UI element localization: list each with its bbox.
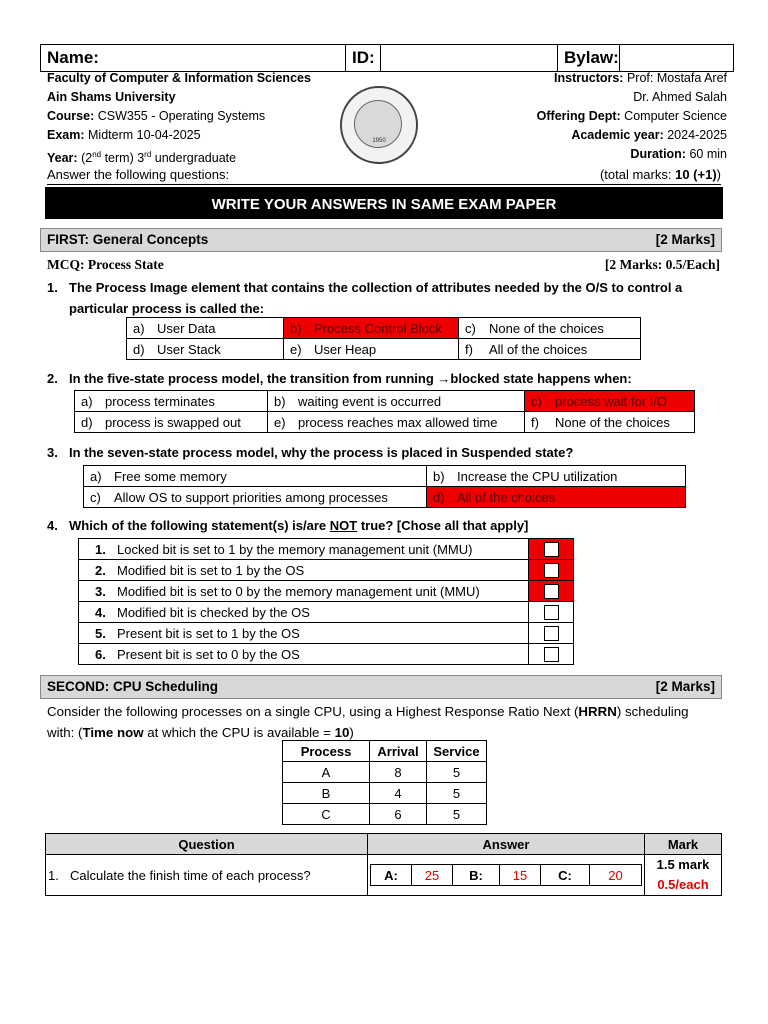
q3-option-c[interactable]: c) Allow OS to support priorities among processes <box>84 487 427 508</box>
q3-option-b[interactable]: b) Increase the CPU utilization <box>427 466 686 487</box>
section-first-header: FIRST: General Concepts [2 Marks] <box>40 228 722 252</box>
q2-option-b[interactable]: b) waiting event is occurred <box>268 391 525 412</box>
q2-option-c-selected[interactable]: c) process wait for I/O <box>525 391 695 412</box>
dept-line: Offering Dept: Computer Science <box>536 109 727 123</box>
statement-row: 1. Locked bit is set to 1 by the memory management unit (MMU) <box>79 539 574 560</box>
university-seal-logo: 1950 <box>340 86 418 164</box>
table-row: A 8 5 <box>283 762 487 783</box>
id-field[interactable] <box>381 45 558 72</box>
exam-header-left <box>47 69 311 168</box>
statement-5-checkbox[interactable] <box>529 623 574 644</box>
scheduling-intro: Consider the following processes on a single CPU, using a Highest Response Ratio Next (HRRN) scheduling with: (Time now at which the CPU is available = 10) <box>47 704 689 740</box>
exam-line: Exam: Midterm 10-04-2025 <box>47 128 201 142</box>
checkbox-icon <box>544 605 559 620</box>
duration-line: Duration: 60 min <box>630 147 727 161</box>
qa-answer-cell <box>368 855 645 896</box>
mcq-title: MCQ: Process State [2 Marks: 0.5/Each] <box>47 257 720 272</box>
statement-row: 2. Modified bit is set to 1 by the OS <box>79 560 574 581</box>
checkbox-icon <box>544 584 559 599</box>
checkbox-icon <box>544 647 559 662</box>
checkbox-icon <box>544 626 559 641</box>
qa-question-1: 1. Calculate the finish time of each process? <box>46 855 368 896</box>
answer-banner: WRITE YOUR ANSWERS IN SAME EXAM PAPER <box>45 187 723 219</box>
exam-header-right <box>537 69 727 164</box>
q2-option-f[interactable]: f) None of the choices <box>525 412 695 433</box>
answer-c-field[interactable]: 20 <box>590 865 642 886</box>
process-table: Process Arrival Service A 8 5 B 4 5 C 6 5 <box>282 740 487 825</box>
academic-year-line: Academic year: 2024-2025 <box>571 128 727 142</box>
university-name: Ain Shams University <box>47 90 176 104</box>
statement-row: 5. Present bit is set to 1 by the OS <box>79 623 574 644</box>
id-label: ID: <box>346 45 381 72</box>
q1-option-c[interactable]: c) None of the choices <box>459 318 641 339</box>
section-second-header: SECOND: CPU Scheduling [2 Marks] <box>40 675 722 699</box>
q2-option-d[interactable]: d) process is swapped out <box>75 412 268 433</box>
statement-row: 4. Modified bit is checked by the OS <box>79 602 574 623</box>
q1-option-a[interactable]: a) User Data <box>127 318 284 339</box>
instructions-line: Answer the following questions: (total marks: 10 (+1)) <box>47 167 721 185</box>
instructors-line: Instructors: Prof: Mostafa Aref <box>554 71 727 85</box>
statement-4-checkbox[interactable] <box>529 602 574 623</box>
q1-option-d[interactable]: d) User Stack <box>127 339 284 360</box>
right-arrow-icon: → <box>437 371 451 386</box>
checkbox-icon <box>544 542 559 557</box>
checkbox-icon <box>544 563 559 578</box>
statement-6-checkbox[interactable] <box>529 644 574 665</box>
q2-option-a[interactable]: a) process terminates <box>75 391 268 412</box>
bylaw-label: Bylaw: <box>558 45 620 72</box>
qa-mark-cell: 1.5 mark 0.5/each <box>645 855 722 896</box>
faculty-name: Faculty of Computer & Information Sciences <box>47 71 311 85</box>
instructor-2: Dr. Ahmed Salah <box>633 90 727 104</box>
table-row: B 4 5 <box>283 783 487 804</box>
question-answer-table: Question Answer Mark 1. Calculate the finish time of each process? A: 25 B: 15 C: 20 1.5 mark 0.5/each <box>45 833 722 896</box>
q3-option-a[interactable]: a) Free some memory <box>84 466 427 487</box>
question-1: 1. The Process Image element that contains the collection of attributes needed by the O/S to control a particular process is called the: <box>47 280 683 316</box>
q3-options <box>83 465 686 508</box>
statement-1-checkbox[interactable] <box>529 539 574 560</box>
q1-option-f[interactable]: f) All of the choices <box>459 339 641 360</box>
year-line: Year: (2nd term) 3rd undergraduate <box>47 150 237 166</box>
table-row: C 6 5 <box>283 804 487 825</box>
q1-options <box>126 317 641 360</box>
finish-time-answers: A: 25 B: 15 C: 20 <box>370 864 642 886</box>
name-field[interactable]: Name: <box>41 45 346 72</box>
answer-b-field[interactable]: 15 <box>500 865 541 886</box>
question-3: 3. In the seven-state process model, why the process is placed in Suspended state? <box>47 445 574 460</box>
question-4: 4. Which of the following statement(s) is/are NOT true? [Chose all that apply] <box>47 518 529 533</box>
statement-3-checkbox[interactable] <box>529 581 574 602</box>
q3-option-d-selected[interactable]: d) All of the choices <box>427 487 686 508</box>
q4-statements <box>78 538 574 665</box>
statement-row: 6. Present bit is set to 0 by the OS <box>79 644 574 665</box>
statement-2-checkbox[interactable] <box>529 560 574 581</box>
answer-a-field[interactable]: 25 <box>412 865 453 886</box>
q2-option-e[interactable]: e) process reaches max allowed time <box>268 412 525 433</box>
q1-option-b-selected[interactable]: b) Process Control Block <box>284 318 459 339</box>
course-line: Course: CSW355 - Operating Systems <box>47 109 266 123</box>
bylaw-field[interactable] <box>619 45 733 72</box>
q1-option-e[interactable]: e) User Heap <box>284 339 459 360</box>
q2-options <box>74 390 695 433</box>
statement-row: 3. Modified bit is set to 0 by the memory management unit (MMU) <box>79 581 574 602</box>
name-id-bylaw-bar <box>40 44 734 72</box>
question-2: 2. In the five-state process model, the transition from running →blocked state happens when: <box>47 371 632 386</box>
